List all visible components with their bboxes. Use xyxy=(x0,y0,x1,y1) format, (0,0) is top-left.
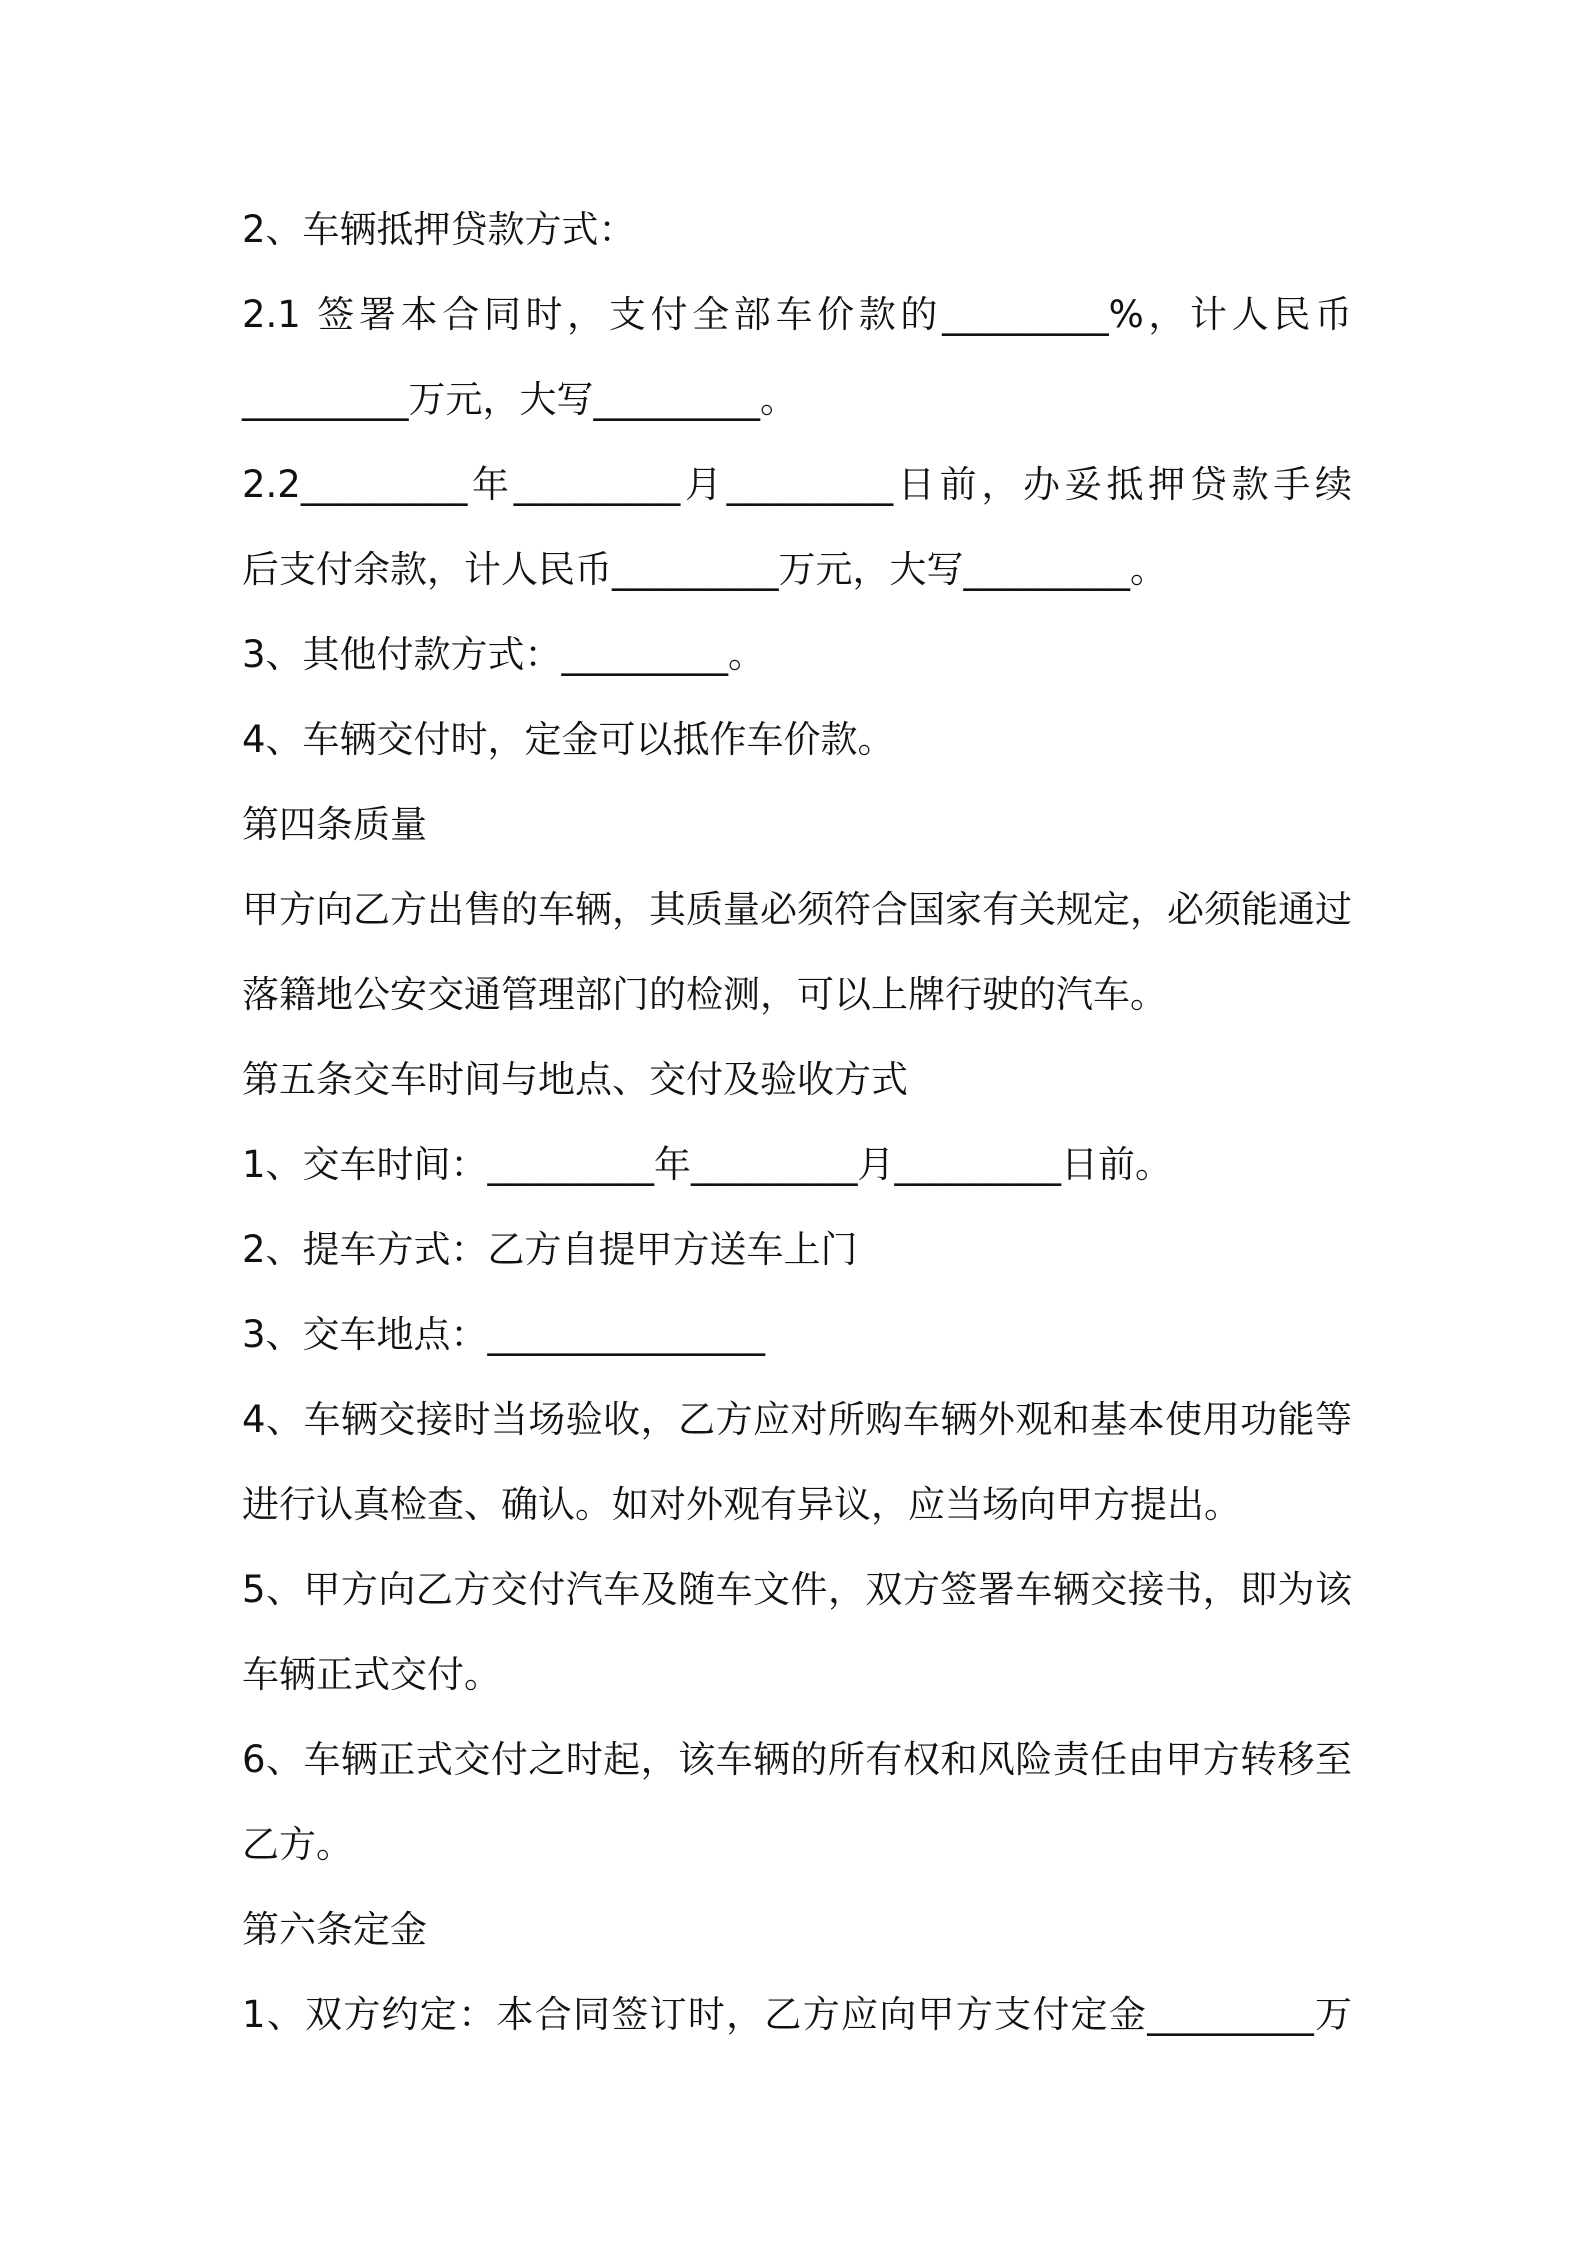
text-line: 3、其他付款方式：_________。 xyxy=(242,633,766,676)
section-heading: 第五条交车时间与地点、交付及验收方式 xyxy=(242,1058,908,1101)
text-line: 2.1 签署本合同时，支付全部车价款的_________%，计人民币 xyxy=(242,293,1352,336)
text-line: 后支付余款，计人民币_________万元，大写_________。 xyxy=(242,548,1167,591)
text-line: 2、车辆抵押贷款方式： xyxy=(242,208,636,251)
text-line: 1、交车时间：_________年_________月_________日前。 xyxy=(242,1143,1173,1186)
section-heading: 第四条质量 xyxy=(242,803,427,846)
text-line: 乙方。 xyxy=(242,1823,353,1866)
text-line: 5、甲方向乙方交付汽车及随车文件，双方签署车辆交接书，即为该 xyxy=(242,1568,1352,1611)
text-line: 4、车辆交接时当场验收，乙方应对所购车辆外观和基本使用功能等 xyxy=(242,1398,1352,1441)
text-line: _________万元，大写_________。 xyxy=(242,378,797,421)
text-line: 进行认真检查、确认。如对外观有异议，应当场向甲方提出。 xyxy=(242,1483,1241,1526)
text-line: 4、车辆交付时，定金可以抵作车价款。 xyxy=(242,718,895,761)
text-line: 车辆正式交付。 xyxy=(242,1653,501,1696)
text-line: 3、交车地点：_______________ xyxy=(242,1313,766,1356)
text-line: 2、提车方式：乙方自提甲方送车上门 xyxy=(242,1228,858,1271)
section-heading: 第六条定金 xyxy=(242,1908,427,1951)
text-line: 6、车辆正式交付之时起，该车辆的所有权和风险责任由甲方转移至 xyxy=(242,1738,1352,1781)
document-body xyxy=(242,200,1360,2070)
text-line: 1、双方约定：本合同签订时，乙方应向甲方支付定金_________万 xyxy=(242,1993,1352,2036)
text-line: 2.2_________年_________月_________日前，办妥抵押贷款手续 xyxy=(242,463,1352,506)
text-line: 甲方向乙方出售的车辆，其质量必须符合国家有关规定，必须能通过 xyxy=(242,888,1352,931)
text-line: 落籍地公安交通管理部门的检测，可以上牌行驶的汽车。 xyxy=(242,973,1167,1016)
